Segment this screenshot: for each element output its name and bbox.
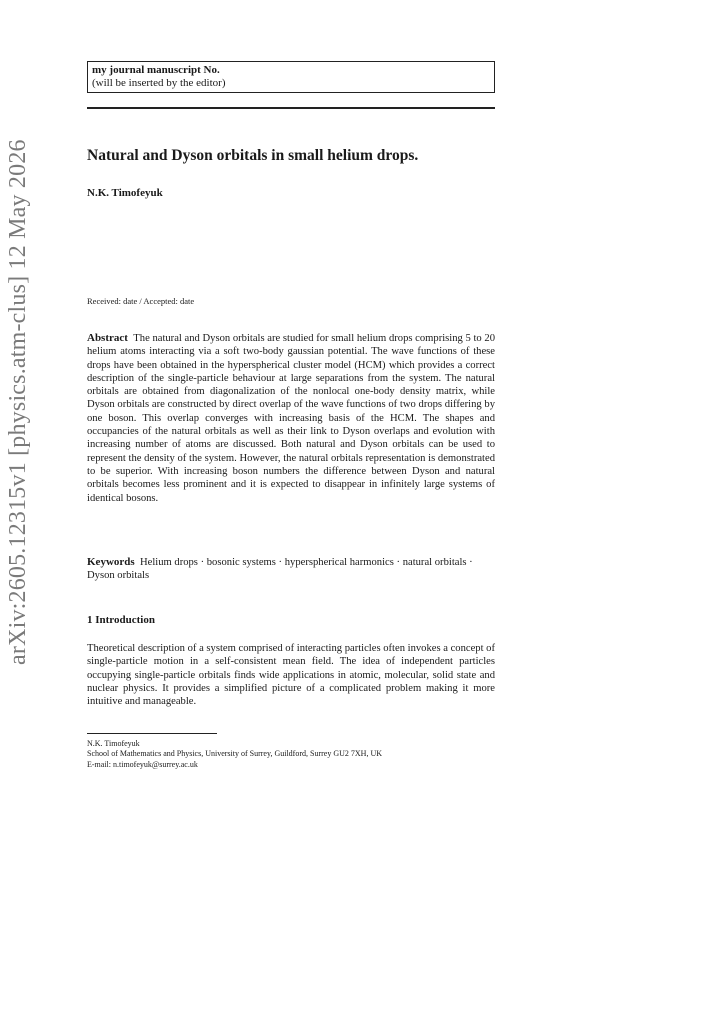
manuscript-number-label: my journal manuscript No. (92, 64, 220, 76)
author-footnote (87, 739, 495, 770)
footnote-affiliation: School of Mathematics and Physics, University of Surrey, Guildford, Surrey GU2 7XH, UK (87, 749, 382, 759)
editor-note: (will be inserted by the editor) (92, 77, 226, 89)
abstract-text: The natural and Dyson orbitals are studied for small helium drops comprising 5 to 20 helium atoms interacting via a soft two-body gaussian potential. The wave functions of these drops have been obtained in the hyperspherical cluster model (HCM) which provides a correct description of the single-particle behaviour at large separations from the system. The natural orbitals are obtained from diagonalization of the nonlocal one-body density matrix, while Dyson orbitals are constructed by direct overlap of the wave functions of two drops differing by one boson. This overlap converges with increasing basis of the HCM. The shapes and occupancies of the natural orbitals as well as their link to Dyson overlaps and evolution with increasing number of atoms are discussed. Both natural and Dyson orbitals can be used to represent the density of the system. However, the natural orbitals representation is demonstrated to be superior. With increasing boson numbers the difference between Dyson and natural orbitals becomes less prominent and it is expected to disappear in infinitely large systems of identical bosons. (87, 333, 496, 504)
keywords-text: Helium drops · bosonic systems · hyperspherical harmonics · natural orbitals · Dyson orbitals (87, 557, 473, 582)
arxiv-side-identifier: arXiv:2605.12315v1 [physics.atm-clus] 12 May 2026 (5, 139, 31, 665)
manuscript-header-box (87, 61, 495, 93)
received-accepted-dates: Received: date / Accepted: date (87, 296, 195, 306)
footnote-author: N.K. Timofeyuk (87, 739, 140, 748)
paper-title: Natural and Dyson orbitals in small helium drops. (87, 147, 419, 164)
header-rule (87, 107, 495, 109)
keywords (87, 556, 495, 583)
keywords-label: Keywords (87, 556, 135, 568)
abstract-label: Abstract (87, 332, 128, 344)
author-name: N.K. Timofeyuk (87, 187, 163, 199)
introduction-paragraph: Theoretical description of a system comprised of interacting particles often invokes a concept of single-particle motion in a self-consistent mean field. The idea of independent particles occupying single-particle orbitals finds wide applications in atomic, molecular, solid state and nuclear physics. It provides a simplified picture of a complicated problem making it more intuitive and manageable. (87, 643, 496, 708)
abstract (87, 332, 495, 505)
footnote-rule (87, 733, 217, 734)
section-heading-introduction: 1 Introduction (87, 614, 155, 626)
footnote-email: E-mail: n.timofeyuk@surrey.ac.uk (87, 759, 198, 769)
